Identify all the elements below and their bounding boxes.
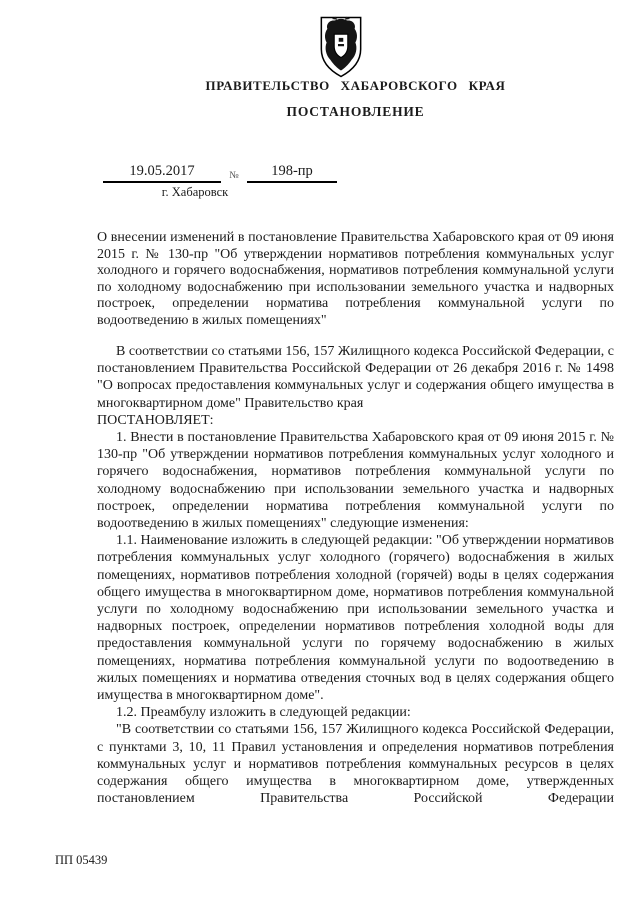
- coat-of-arms-icon: [318, 16, 364, 78]
- doc-type-title: ПОСТАНОВЛЕНИЕ: [286, 104, 425, 119]
- doc-date: 19.05.2017: [103, 163, 221, 183]
- body-paragraph: В соответствии со статьями 156, 157 Жилищного кодекса Российской Федерации, с постановлением Правительства Российской Федерации от 26 декабря 2016 г. № 1498 "О вопросах предоставления коммунальных услуг и содержания общего имущества в многоквартирном доме" Правительство края: [97, 344, 614, 411]
- number-sign: №: [229, 170, 239, 181]
- body-paragraph: ПОСТАНОВЛЯЕТ:: [97, 412, 214, 428]
- document-body: [97, 343, 614, 807]
- doc-number: 198-пр: [247, 163, 337, 183]
- body-paragraph: 1.1. Наименование изложить в следующей редакции: "Об утверждении нормативов потребления коммунальных услуг холодного (горячего) водоснабжения в жилых помещениях, нормативов потребления холодной (горячей) воды в целях содержания общего имущества в многоквартирном доме, нормативов потребления коммунальной услуги по холодному водоснабжению при использовании земельного участка и надворных построек, определении нормативов потребления холодной воды для предоставления коммунальной услуги по горячему водоснабжению в жилых помещениях, норматива потребления коммунальной услуги по водоотведению в жилых помещениях и норматива отведения сточных вод в целях содержания общего имущества в многоквартирном доме".: [97, 533, 614, 704]
- body-paragraph: 1. Внести в постановление Правительства Хабаровского края от 09 июня 2015 г. № 130-пр "Об утверждении нормативов потребления коммунальных услуг холодного и горячего водоснабжения, нормативов потребления коммунальной услуги по холодному водоснабжению при использовании земельного участка и надворных построек, определении норматива потребления коммунальной услуги по водоотведению в жилых помещениях" следующие изменения:: [97, 430, 614, 532]
- date-number-block: [103, 163, 337, 183]
- body-paragraph: "В соответствии со статьями 156, 157 Жилищного кодекса Российской Федерации, с пунктами 3, 10, 11 Правил установления и определения нормативов потребления коммунальных услуг и нормативов потребления коммунальных ресурсов в целях содержания общего имущества в многоквартирном доме, утвержденных постановлением Правительства Российской Федерации: [97, 722, 614, 807]
- org-name: ПРАВИТЕЛЬСТВО ХАБАРОВСКОГО КРАЯ: [205, 78, 506, 93]
- doc-city: г. Хабаровск: [161, 185, 229, 199]
- body-paragraph: 1.2. Преамбулу изложить в следующей редакции:: [116, 705, 411, 721]
- footer-code: ПП 05439: [55, 853, 108, 867]
- doc-title: О внесении изменений в постановление Правительства Хабаровского края от 09 июня 2015 г. № 130-пр "Об утверждении нормативов потребления коммунальных услуг холодного и горячего водоснабжения, нормативов потребления коммунальной услуги по холодному водоснабжению при использовании земельного участка и надворных построек, определении норматива потребления коммунальной услуги по водоотведению в жилых помещениях": [97, 230, 614, 328]
